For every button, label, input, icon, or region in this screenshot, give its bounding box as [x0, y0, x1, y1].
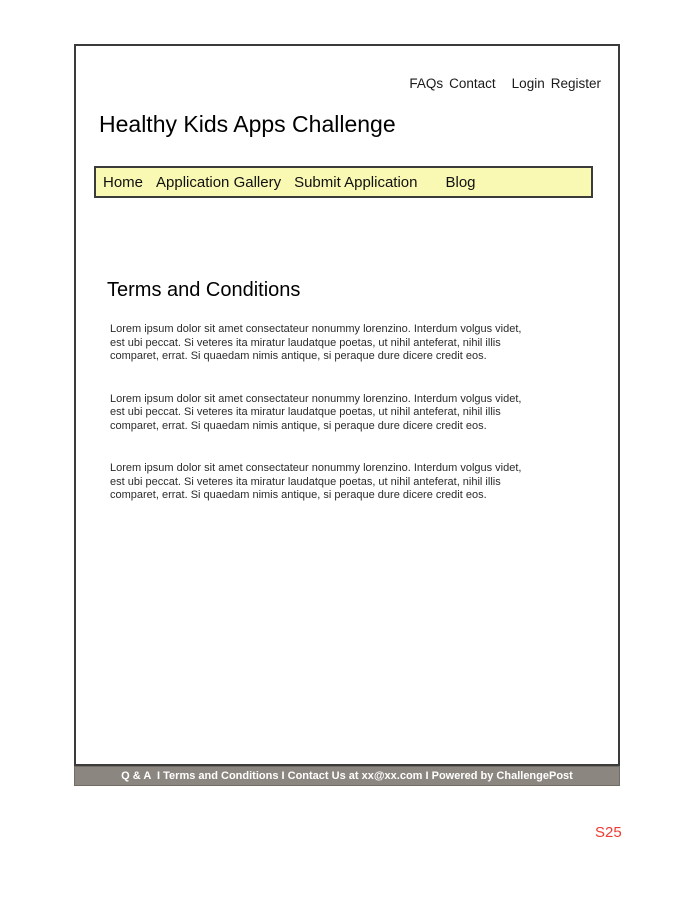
terms-content — [110, 323, 522, 532]
footer-link-powered-by[interactable]: Powered by ChallengePost — [431, 770, 573, 782]
nav-item-submit-application[interactable]: Submit Application — [294, 173, 418, 191]
utility-nav — [409, 77, 601, 91]
footer-separator: I — [153, 770, 164, 782]
footer-link-contact-us[interactable]: Contact Us at xx@xx.com — [287, 770, 423, 782]
nav-item-application-gallery[interactable]: Application Gallery — [156, 173, 282, 191]
terms-paragraph: Lorem ipsum dolor sit amet consectateur nonummy lorenzino. Interdum volgus videt, est ubi peccat. Si veteres ita miratur laudatque poetas, ut nihil anteferat, nihil illis comparet, errat. Si quaedam nimis antique, si peraque dure dicere credit eos. — [110, 392, 522, 432]
nav-item-blog[interactable]: Blog — [445, 173, 476, 191]
footer-link-terms[interactable]: Terms and Conditions — [163, 770, 279, 782]
utility-link-login[interactable]: Login — [511, 76, 545, 91]
utility-link-register[interactable]: Register — [550, 76, 601, 91]
terms-paragraph: Lorem ipsum dolor sit amet consectateur nonummy lorenzino. Interdum volgus videt, est ubi peccat. Si veteres ita miratur laudatque poetas, ut nihil anteferat, nihil illis comparet, errat. Si quaedam nimis antique, si peraque dure dicere credit eos. — [110, 462, 522, 501]
slide-number-label: S25 — [595, 824, 622, 841]
page-frame — [74, 44, 620, 766]
footer-separator: I — [278, 770, 288, 782]
footer-link-qa[interactable]: Q & A — [121, 770, 154, 782]
main-nav — [94, 166, 593, 198]
terms-paragraph: Lorem ipsum dolor sit amet consectateur nonummy lorenzino. Interdum volgus videt, est ubi peccat. Si veteres ita miratur laudatque poetas, ut nihil anteferat, nihil illis comparet, errat. Si quaedam nimis antique, si peraque dure dicere credit eos. — [110, 323, 522, 362]
utility-link-faqs[interactable]: FAQs — [409, 76, 444, 91]
site-title: Healthy Kids Apps Challenge — [99, 111, 396, 137]
footer-separator: I — [422, 770, 432, 782]
footer-bar — [74, 766, 620, 786]
nav-item-home[interactable]: Home — [103, 173, 144, 191]
utility-link-contact[interactable]: Contact — [449, 76, 496, 91]
page-heading: Terms and Conditions — [107, 279, 301, 301]
